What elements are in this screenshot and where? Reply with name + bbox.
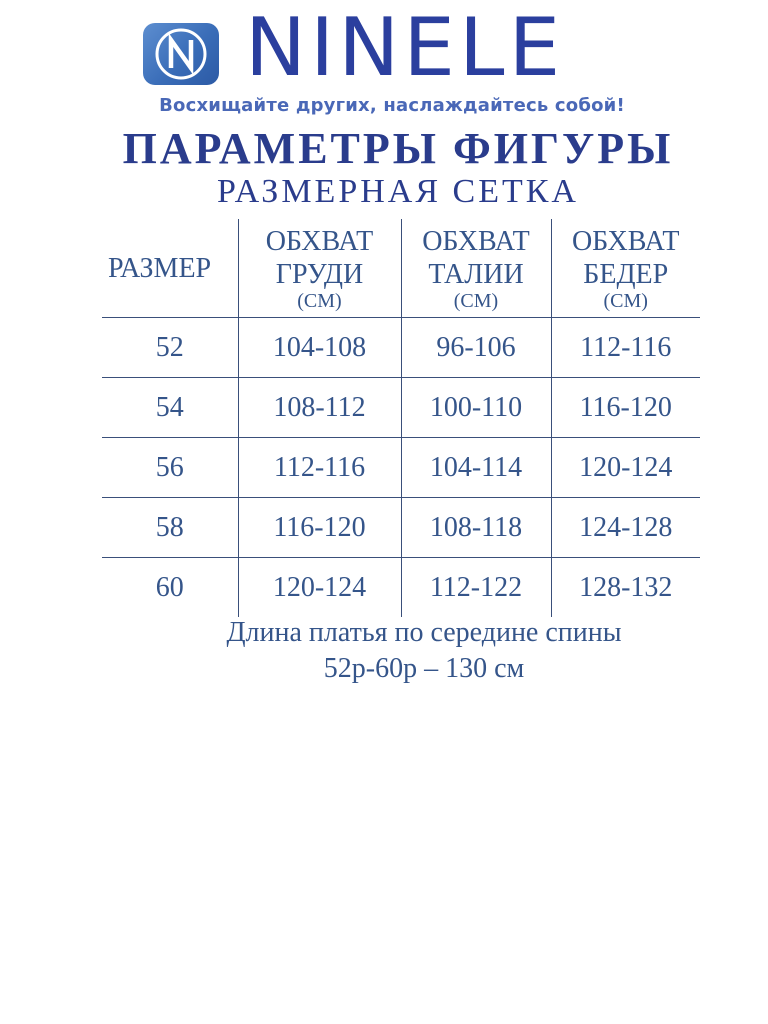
- cell-hips: 120-124: [551, 438, 700, 498]
- cell-waist: 96-106: [401, 318, 551, 378]
- cell-size: 58: [102, 498, 238, 558]
- header-hips: [551, 219, 700, 318]
- header-waist-line1: ОБХВАТ: [422, 226, 530, 257]
- cell-waist: 112-122: [401, 558, 551, 618]
- header-waist: [401, 219, 551, 318]
- size-chart-table: [102, 219, 700, 617]
- cell-hips: 116-120: [551, 378, 700, 438]
- brand-name: NINELE: [245, 1, 565, 94]
- ninele-n-logo-icon: [143, 23, 219, 85]
- cell-chest: 108-112: [238, 378, 401, 438]
- header-chest: [238, 219, 401, 318]
- table-header-row: [102, 219, 700, 318]
- cell-size: 52: [102, 318, 238, 378]
- header-hips-line2: БЕДЕР: [583, 259, 669, 290]
- header-size: РАЗМЕР: [108, 252, 212, 284]
- header-chest-line2: ГРУДИ: [275, 259, 364, 290]
- table-row: [102, 438, 700, 498]
- cell-size: 56: [102, 438, 238, 498]
- cell-hips: 124-128: [551, 498, 700, 558]
- cell-waist: 104-114: [401, 438, 551, 498]
- cell-size: 60: [102, 558, 238, 618]
- header-waist-line2: ТАЛИИ: [428, 259, 524, 290]
- cell-chest: 116-120: [238, 498, 401, 558]
- cell-hips: 112-116: [551, 318, 700, 378]
- header-hips-line1: ОБХВАТ: [571, 226, 680, 257]
- cell-waist: 100-110: [401, 378, 551, 438]
- cell-chest: 104-108: [238, 318, 401, 378]
- cell-chest: 112-116: [238, 438, 401, 498]
- note-line-1: Длина платья по середине спины: [226, 617, 622, 648]
- header-hips-unit: (СМ): [603, 290, 648, 312]
- cell-waist: 108-118: [401, 498, 551, 558]
- brand-tagline: Восхищайте других, наслаждайтесь собой!: [159, 95, 625, 116]
- cell-hips: 128-132: [551, 558, 700, 618]
- table-row: [102, 498, 700, 558]
- table-row: [102, 378, 700, 438]
- header-waist-unit: (СМ): [453, 290, 499, 312]
- note-line-2: 52р-60р – 130 см: [323, 653, 525, 684]
- table-row: [102, 318, 700, 378]
- dress-length-note: [40, 615, 768, 687]
- header-chest-unit: (СМ): [297, 290, 342, 312]
- header-chest-line1: ОБХВАТ: [265, 226, 374, 257]
- cell-chest: 120-124: [238, 558, 401, 618]
- page-subtitle: РАЗМЕРНАЯ СЕТКА: [217, 173, 579, 210]
- cell-size: 54: [102, 378, 238, 438]
- brand-logo: [143, 1, 643, 94]
- page-title: ПАРАМЕТРЫ ФИГУРЫ: [122, 124, 674, 173]
- table-row: [102, 558, 700, 618]
